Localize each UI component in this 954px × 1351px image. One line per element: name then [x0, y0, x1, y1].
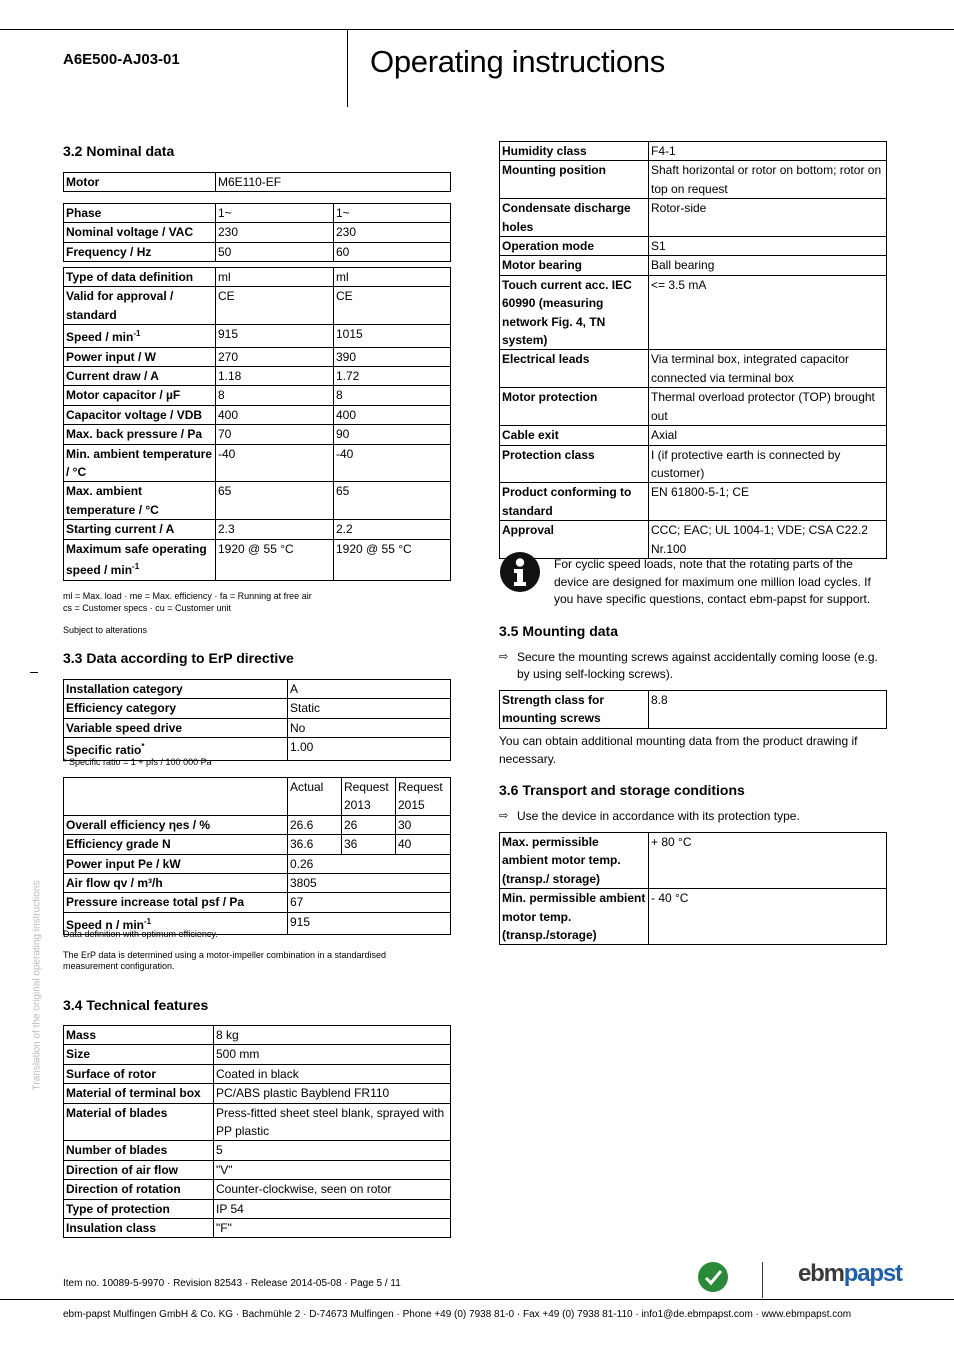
- table-header-row: [64, 778, 451, 816]
- row-value: Shaft horizontal or rotor on bottom; rotor on top on request: [649, 161, 887, 199]
- row-value: M6E110-EF: [216, 173, 451, 192]
- row-value-1: 1~: [216, 204, 334, 223]
- table-row: [64, 386, 451, 405]
- table-row: [500, 388, 887, 426]
- footer-divider: [762, 1262, 763, 1298]
- row-value: Counter-clockwise, seen on rotor: [214, 1180, 451, 1199]
- tech-features-table: [63, 1025, 451, 1238]
- row-value-1: 70: [216, 425, 334, 444]
- row-value-1: CE: [216, 287, 334, 325]
- table-row: [64, 699, 451, 718]
- row-label: Size: [64, 1045, 214, 1064]
- header-rule: [0, 29, 954, 30]
- row-label: Touch current acc. IEC 60990 (measuring network Fig. 4, TN system): [500, 275, 649, 350]
- row-value-2: 390: [334, 347, 451, 366]
- row-label: Electrical leads: [500, 350, 649, 388]
- row-label: Mass: [64, 1026, 214, 1045]
- table-row: [500, 275, 887, 350]
- row-value-2: 90: [334, 425, 451, 444]
- row-value: PC/ABS plastic Bayblend FR110: [214, 1084, 451, 1103]
- value-request-2013: 36: [342, 835, 396, 854]
- table-row: [64, 854, 451, 873]
- row-value: <= 3.5 mA: [649, 275, 887, 350]
- row-label: Installation category: [64, 680, 288, 699]
- mounting-paragraph: You can obtain additional mounting data from the product drawing if necessary.: [499, 734, 858, 766]
- col-request-2013: Request 2013: [342, 778, 396, 816]
- row-label: Surface of rotor: [64, 1064, 214, 1083]
- nominal-note-1: ml = Max. load · me = Max. efficiency · fa = Running at free air: [63, 591, 312, 601]
- row-value-2: 1~: [334, 204, 451, 223]
- row-value-2: 1.72: [334, 367, 451, 386]
- table-row: [64, 242, 451, 261]
- row-label: Efficiency category: [64, 699, 288, 718]
- row-label: Product conforming to standard: [500, 483, 649, 521]
- row-value: Press-fitted sheet steel blank, sprayed with PP plastic: [214, 1103, 451, 1141]
- section-tech-heading: 3.4 Technical features: [63, 997, 209, 1013]
- col-request-2015: Request 2015: [396, 778, 451, 816]
- row-value: Via terminal box, integrated capacitor connected via terminal box: [649, 350, 887, 388]
- row-label: Direction of rotation: [64, 1180, 214, 1199]
- row-value: Ball bearing: [649, 256, 887, 275]
- table-row: [64, 539, 451, 580]
- row-value-2: 1015: [334, 325, 451, 347]
- row-label: Power input Pe / kW: [64, 854, 288, 873]
- value-actual: 36.6: [288, 835, 342, 854]
- col-actual: Actual: [288, 778, 342, 816]
- table-row: [500, 691, 887, 729]
- product-code: A6E500-AJ03-01: [63, 51, 180, 68]
- row-value: CCC; EAC; UL 1004-1; VDE; CSA C22.2 Nr.100: [649, 521, 887, 559]
- row-value: "V": [214, 1160, 451, 1179]
- erp-category-table: [63, 679, 451, 761]
- row-value: 0.26: [288, 854, 451, 873]
- row-value-1: 915: [216, 325, 334, 347]
- row-value: Rotor-side: [649, 199, 887, 237]
- table-row: [500, 161, 887, 199]
- header-divider: [347, 29, 348, 107]
- row-value: F4-1: [649, 142, 887, 161]
- row-label: Min. ambient temperature / °C: [64, 444, 216, 482]
- transport-bullet-text: Use the device in accordance with its protection type.: [517, 809, 800, 823]
- table-row: [64, 815, 451, 834]
- row-label: Frequency / Hz: [64, 242, 216, 261]
- erp-efficiency-table: [63, 777, 451, 935]
- row-label: Motor: [64, 173, 216, 192]
- arrow-icon: ⇨: [499, 810, 509, 822]
- row-value: 67: [288, 893, 451, 912]
- row-label: Humidity class: [500, 142, 649, 161]
- row-value: 500 mm: [214, 1045, 451, 1064]
- section-nominal-heading: 3.2 Nominal data: [63, 143, 175, 159]
- row-label: Max. back pressure / Pa: [64, 425, 216, 444]
- row-label: Max. ambient temperature / °C: [64, 482, 216, 520]
- footer-item-info: Item no. 10089-5-9970 · Revision 82543 · Release 2014-05-08 · Page 5 / 11: [63, 1278, 401, 1289]
- row-label: Motor bearing: [500, 256, 649, 275]
- row-label: Power input / W: [64, 347, 216, 366]
- row-label: Cable exit: [500, 426, 649, 445]
- row-value: 5: [214, 1141, 451, 1160]
- row-value: No: [288, 718, 451, 737]
- row-value: Coated in black: [214, 1064, 451, 1083]
- row-value: I (if protective earth is connected by customer): [649, 445, 887, 483]
- row-value: EN 61800-5-1; CE: [649, 483, 887, 521]
- row-label: Approval: [500, 521, 649, 559]
- table-row: [64, 425, 451, 444]
- table-row: [64, 835, 451, 854]
- row-value: Static: [288, 699, 451, 718]
- row-label: Max. permissible ambient motor temp. (transp./ storage): [500, 833, 649, 889]
- table-row: [500, 889, 887, 945]
- table-row: [64, 680, 451, 699]
- erp-footnote: * Specific ratio = 1 + pfs / 100 000 Pa: [63, 757, 212, 767]
- row-label: Pressure increase total psf / Pa: [64, 893, 288, 912]
- row-value-2: 8: [334, 386, 451, 405]
- row-label: Nominal voltage / VAC: [64, 223, 216, 242]
- section-transport-heading: 3.6 Transport and storage conditions: [499, 782, 745, 798]
- row-label: Operation mode: [500, 237, 649, 256]
- mounting-bullet: [499, 649, 887, 683]
- row-value: Axial: [649, 426, 887, 445]
- table-row: [64, 1160, 451, 1179]
- table-row: [64, 1219, 451, 1238]
- row-label: Overall efficiency ηes / %: [64, 815, 288, 834]
- row-label: Valid for approval / standard: [64, 287, 216, 325]
- table-row: [64, 1103, 451, 1141]
- row-label: Number of blades: [64, 1141, 214, 1160]
- empty-header-cell: [64, 778, 288, 816]
- table-row: [64, 1064, 451, 1083]
- row-label: Starting current / A: [64, 520, 216, 539]
- table-row: [64, 325, 451, 347]
- row-label: Maximum safe operating speed / $\min^{-1}$: [64, 539, 216, 580]
- table-row: [500, 256, 887, 275]
- row-value: IP 54: [214, 1199, 451, 1218]
- table-row: [64, 1045, 451, 1064]
- row-label: Insulation class: [64, 1219, 214, 1238]
- row-value-2: 60: [334, 242, 451, 261]
- row-value-1: ml: [216, 268, 334, 287]
- row-label: Specific ratio*: [64, 738, 288, 760]
- row-value: - 40 °C: [649, 889, 887, 945]
- table-row: [64, 1199, 451, 1218]
- row-label: Type of protection: [64, 1199, 214, 1218]
- table-row: [64, 874, 451, 893]
- table-row: [500, 833, 887, 889]
- row-label: Direction of air flow: [64, 1160, 214, 1179]
- row-value: 915: [288, 912, 451, 934]
- ebmpapst-logo: ebmpapst: [798, 1260, 902, 1287]
- table-row: [500, 142, 887, 161]
- row-label: Mounting position: [500, 161, 649, 199]
- row-value-1: 230: [216, 223, 334, 242]
- table-row: [500, 426, 887, 445]
- table-row: [64, 223, 451, 242]
- row-label: Material of blades: [64, 1103, 214, 1141]
- table-row: [64, 1180, 451, 1199]
- table-row: [500, 483, 887, 521]
- row-value-1: 1920 @ 55 °C: [216, 539, 334, 580]
- row-value-1: 400: [216, 405, 334, 424]
- table-row: [64, 718, 451, 737]
- nominal-motor-table: [63, 172, 451, 192]
- mounting-table: [499, 690, 887, 729]
- row-value-2: -40: [334, 444, 451, 482]
- table-row: [64, 520, 451, 539]
- row-label: Type of data definition: [64, 268, 216, 287]
- row-value-2: CE: [334, 287, 451, 325]
- table-row: [64, 893, 451, 912]
- table-row: [500, 521, 887, 559]
- value-request-2013: 26: [342, 815, 396, 834]
- info-icon: [499, 551, 541, 593]
- mounting-bullet-text: Secure the mounting screws against accidentally coming loose (e.g. by using self-locking screws).: [517, 650, 878, 681]
- row-value-2: 65: [334, 482, 451, 520]
- nominal-supply-table: [63, 203, 451, 262]
- row-label: Air flow qv / m³/h: [64, 874, 288, 893]
- row-value-1: 50: [216, 242, 334, 261]
- arrow-icon: ⇨: [499, 651, 509, 663]
- side-translation-note: Translation of the original operating instructions: [31, 880, 43, 1091]
- row-label: Current draw / A: [64, 367, 216, 386]
- row-value: S1: [649, 237, 887, 256]
- nominal-note-3: Subject to alterations: [63, 625, 148, 635]
- nominal-values-table: [63, 267, 451, 581]
- row-value-1: -40: [216, 444, 334, 482]
- row-value-1: 270: [216, 347, 334, 366]
- row-label: Efficiency grade N: [64, 835, 288, 854]
- value-actual: 26.6: [288, 815, 342, 834]
- margin-mark: [30, 672, 38, 673]
- row-label: Min. permissible ambient motor temp. (transp./storage): [500, 889, 649, 945]
- table-row: [64, 367, 451, 386]
- nominal-note-2: cs = Customer specs · cu = Customer unit: [63, 603, 232, 613]
- section-mounting-heading: 3.5 Mounting data: [499, 623, 618, 639]
- row-value: 1.00: [288, 738, 451, 760]
- table-row: [500, 199, 887, 237]
- table-row: [64, 347, 451, 366]
- table-row: [64, 268, 451, 287]
- row-value-2: 400: [334, 405, 451, 424]
- row-label: Variable speed drive: [64, 718, 288, 737]
- row-value-2: 230: [334, 223, 451, 242]
- row-label: Capacitor voltage / VDB: [64, 405, 216, 424]
- row-value-2: 1920 @ 55 °C: [334, 539, 451, 580]
- row-value: 8.8: [649, 691, 887, 729]
- row-value: A: [288, 680, 451, 699]
- table-row: [500, 350, 887, 388]
- table-row: [500, 237, 887, 256]
- transport-table: [499, 832, 887, 945]
- row-label: Motor protection: [500, 388, 649, 426]
- table-row: [64, 1084, 451, 1103]
- row-label: Phase: [64, 204, 216, 223]
- erp-note-2: The ErP data is determined using a motor-impeller combination in a standardised measurement configuration.: [63, 950, 387, 971]
- table-row: [64, 482, 451, 520]
- row-value-1: 8: [216, 386, 334, 405]
- table-row: [64, 405, 451, 424]
- row-label: Material of terminal box: [64, 1084, 214, 1103]
- info-text: For cyclic speed loads, note that the rotating parts of the device are designed for maximum one million load cycles. If you have specific questions, contact ebm-papst for support.: [554, 557, 871, 606]
- table-row: [64, 1141, 451, 1160]
- row-label: Motor capacitor / µF: [64, 386, 216, 405]
- row-value-1: 2.3: [216, 520, 334, 539]
- green-tech-badge-icon: [697, 1261, 729, 1293]
- document-title: Operating instructions: [370, 44, 665, 79]
- row-label: Condensate discharge holes: [500, 199, 649, 237]
- row-value: 3805: [288, 874, 451, 893]
- row-label: Speed / $\min^{-1}$: [64, 325, 216, 347]
- erp-note-1: Data definition with optimum efficiency.: [63, 929, 218, 939]
- table-row: [64, 1026, 451, 1045]
- row-value-2: 2.2: [334, 520, 451, 539]
- section-erp-heading: 3.3 Data according to ErP directive: [63, 650, 294, 666]
- footer-company-info: ebm-papst Mulfingen GmbH & Co. KG · Bachmühle 2 · D-74673 Mulfingen · Phone +49 (0) 7938 81-0 · Fax +49 (0) 7938 81-110 · info1@de.ebmpapst.com · www.ebmpapst.com: [63, 1309, 852, 1320]
- row-value: Thermal overload protector (TOP) brought out: [649, 388, 887, 426]
- row-value: 8 kg: [214, 1026, 451, 1045]
- table-row: [64, 444, 451, 482]
- row-value: "F": [214, 1219, 451, 1238]
- footer-rule: [0, 1299, 954, 1300]
- table-row: [500, 445, 887, 483]
- table-row: [64, 287, 451, 325]
- row-label: Protection class: [500, 445, 649, 483]
- transport-bullet: [499, 808, 887, 825]
- row-label: Speed n / $\min^{-1}$: [64, 912, 288, 934]
- tech-features-table-cont: [499, 141, 887, 559]
- table-row: [64, 204, 451, 223]
- row-label: Strength class for mounting screws: [500, 691, 649, 729]
- row-value-1: 1.18: [216, 367, 334, 386]
- value-request-2015: 30: [396, 815, 451, 834]
- row-value: + 80 °C: [649, 833, 887, 889]
- value-request-2015: 40: [396, 835, 451, 854]
- row-value-1: 65: [216, 482, 334, 520]
- table-row: [64, 173, 451, 192]
- row-value-2: ml: [334, 268, 451, 287]
